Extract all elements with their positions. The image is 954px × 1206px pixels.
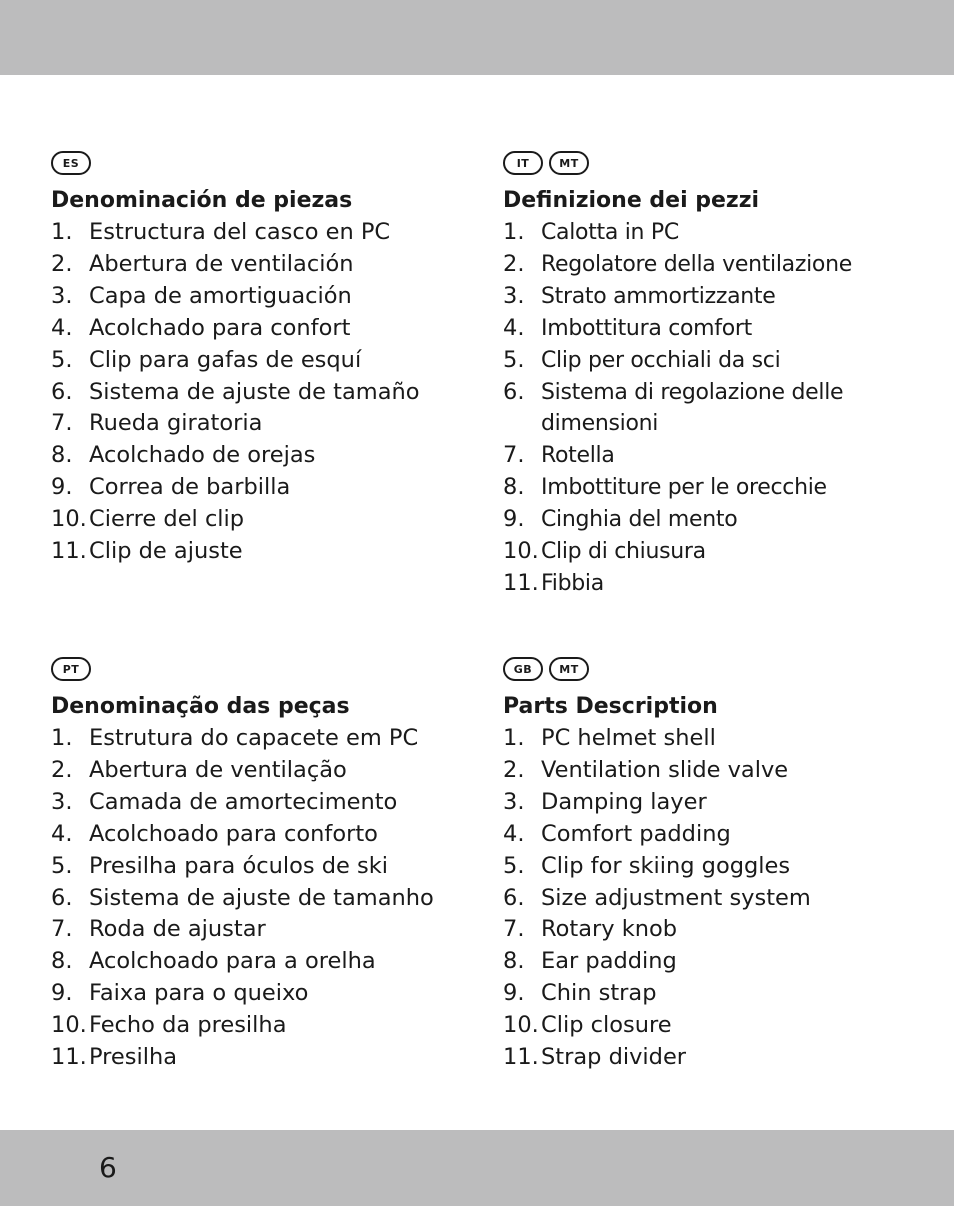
list-item: 5. Clip per occhiali da sci — [503, 346, 781, 373]
list-item: 3. Strato ammortizzante — [503, 282, 776, 309]
section-spanish — [51, 151, 471, 568]
list-item: 3. Camada de amortecimento — [51, 788, 398, 815]
list-item: 2. Ventilation slide valve — [503, 756, 789, 783]
list-item: 10. Cierre del clip — [51, 506, 245, 533]
language-badge-es: ES — [51, 151, 91, 175]
language-badges — [51, 151, 471, 177]
list-item: 7. Rueda giratoria — [51, 410, 263, 437]
list-item: 6. Size adjustment system — [503, 884, 811, 911]
section-portuguese — [51, 657, 471, 1074]
list-item: 10. Fecho da presilha — [51, 1012, 287, 1039]
header-band — [0, 0, 954, 75]
list-item: 3. Damping layer — [503, 788, 707, 815]
list-item: 5. Presilha para óculos de ski — [51, 852, 389, 879]
list-item: 4. Acolchoado para conforto — [51, 820, 378, 847]
section-heading: Denominación de piezas — [51, 188, 353, 213]
list-item: 4. Imbottitura comfort — [503, 314, 752, 341]
list-item: 4. Acolchado para confort — [51, 314, 351, 341]
language-badges — [503, 151, 923, 177]
language-badge-mt: MT — [549, 657, 589, 681]
list-item: 1. Calotta in PC — [503, 219, 679, 245]
parts-list — [51, 723, 471, 1074]
list-item: 11. Fibbia — [503, 569, 604, 596]
list-item: 1. PC helmet shell — [503, 725, 716, 751]
parts-list — [51, 217, 471, 568]
list-item: 5. Clip for skiing goggles — [503, 852, 791, 879]
list-item: 4. Comfort padding — [503, 820, 731, 847]
list-item: 2. Regolatore della ventilazione — [503, 250, 852, 277]
list-item: 11. Clip de ajuste — [51, 538, 243, 565]
parts-list — [503, 217, 923, 600]
list-item: 6. Sistema de ajuste de tamanho — [51, 884, 434, 911]
list-item: 9. Correa de barbilla — [51, 474, 291, 501]
list-item: 5. Clip para gafas de esquí — [51, 346, 362, 373]
list-item: 6. Sistema di regolazione delle dimensioni — [503, 378, 844, 437]
list-item: 9. Cinghia del mento — [503, 506, 738, 533]
list-item: 7. Rotella — [503, 442, 615, 469]
language-badge-pt: PT — [51, 657, 91, 681]
section-heading: Definizione dei pezzi — [503, 188, 760, 213]
language-badge-it: IT — [503, 151, 543, 175]
list-item: 11. Presilha — [51, 1044, 178, 1071]
list-item: 1. Estrutura do capacete em PC — [51, 725, 419, 751]
section-heading: Parts Description — [503, 694, 718, 719]
list-item: 1. Estructura del casco en PC — [51, 219, 391, 245]
list-item: 8. Acolchoado para a orelha — [51, 948, 376, 975]
list-item: 9. Faixa para o queixo — [51, 980, 309, 1007]
list-item: 10. Clip di chiusura — [503, 538, 706, 565]
list-item: 8. Ear padding — [503, 948, 677, 975]
section-english — [503, 657, 923, 1074]
list-item: 7. Roda de ajustar — [51, 916, 266, 943]
list-item: 9. Chin strap — [503, 980, 657, 1007]
language-badge-gb: GB — [503, 657, 543, 681]
section-italian — [503, 151, 923, 600]
list-item: 10. Clip closure — [503, 1012, 672, 1039]
list-item: 7. Rotary knob — [503, 916, 678, 943]
parts-list — [503, 723, 923, 1074]
footer-band — [0, 1130, 954, 1206]
list-item: 2. Abertura de ventilação — [51, 756, 347, 783]
page-number: 6 — [99, 1151, 117, 1184]
list-item: 8. Imbottiture per le orecchie — [503, 474, 827, 501]
language-badges — [51, 657, 471, 683]
list-item: 2. Abertura de ventilación — [51, 250, 354, 277]
list-item: 8. Acolchado de orejas — [51, 442, 316, 469]
language-badges — [503, 657, 923, 683]
list-item: 11. Strap divider — [503, 1044, 687, 1071]
list-item: 3. Capa de amortiguación — [51, 282, 352, 309]
language-badge-mt: MT — [549, 151, 589, 175]
list-item: 6. Sistema de ajuste de tamaño — [51, 378, 420, 405]
section-heading: Denominação das peças — [51, 694, 350, 719]
